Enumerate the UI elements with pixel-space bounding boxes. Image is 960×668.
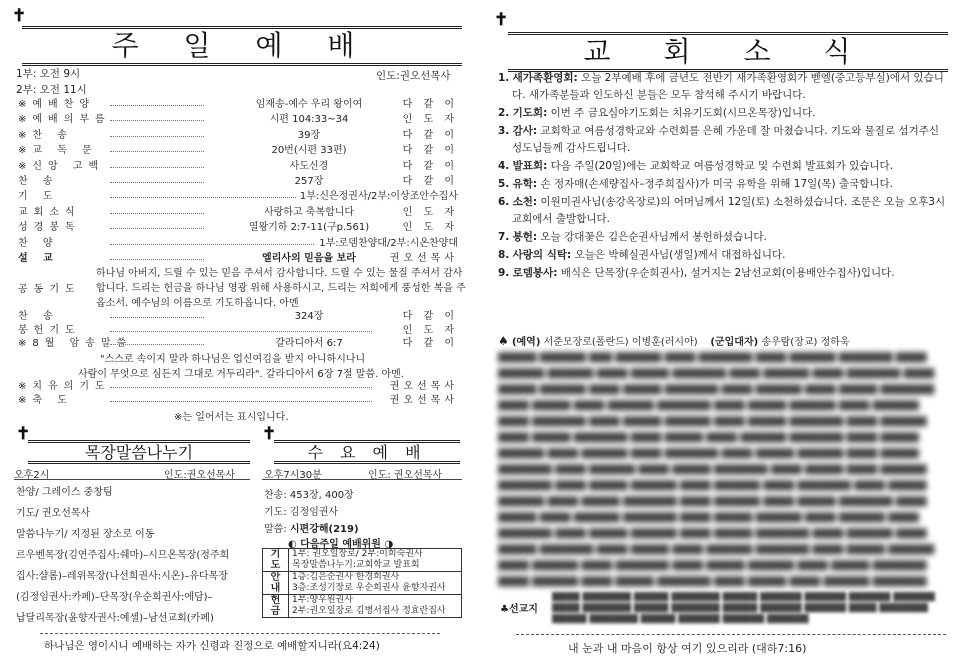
- duty-row: [263, 572, 462, 595]
- news-heading: 기도회:: [512, 107, 548, 119]
- next-duty-title: ◐ 다음주일 예배위원 ◑: [288, 539, 394, 550]
- order-label: ※치유의기도: [18, 381, 111, 392]
- order-leader: 1부:로뎀찬양대/2부:시온찬양대: [315, 237, 458, 251]
- wednesday-title: 수 요 예 배: [274, 440, 460, 464]
- news-list: [498, 70, 948, 283]
- memory-verse-line-1: "스스로 속이지 말라 하나님은 업신여김을 받지 아니하시나니: [100, 354, 366, 365]
- news-text: 오늘 2부예배 후에 금년도 전반기 새가족환영회가 벧엘(중고등부실)에서 있습니다. 새가족분들과 인도하신 분들은 모두 참석해 주시기 바랍니다.: [512, 72, 944, 101]
- order-label: 기 도: [18, 191, 59, 203]
- order-label: ※8월 암송말씀: [18, 338, 133, 349]
- news-item: [498, 123, 948, 157]
- news-text: 손 정자매(손세량집사–정주희집사)가 미국 유학을 위해 17일(목) 출국합니다.: [540, 178, 893, 190]
- sharing-lines: [16, 482, 229, 629]
- enlisted-names: 송우람(장교) 정하욱: [761, 337, 850, 348]
- dotted-leader: [110, 320, 372, 332]
- sharing-line: (김정임권사:카페)–단목장(우순희권사:에담)–: [16, 592, 213, 603]
- news-number: 3.: [498, 125, 510, 137]
- wednesday-hymn: 찬송: 453장, 400장: [264, 490, 354, 501]
- cross-icon: ✝: [16, 424, 28, 444]
- order-label: ※찬 송: [18, 129, 73, 141]
- left-footer-verse: 하나님은 영이시니 예배하는 자가 신령과 진정으로 예배할지니라(요4:24): [44, 640, 380, 652]
- order-label: ※축 도: [18, 394, 73, 406]
- order-label: ※예배의부름: [18, 114, 111, 126]
- news-number: 7.: [498, 231, 510, 243]
- wednesday-prayer: 기도: 김정임권사: [264, 507, 339, 518]
- order-label: ※교 독 문: [18, 145, 98, 157]
- news-item: [498, 247, 948, 264]
- order-leader: 다 같 이: [399, 129, 458, 143]
- order-label: ※신앙 고백: [18, 160, 105, 172]
- order-leader: 다 같 이: [399, 160, 458, 174]
- order-label: 찬 송: [18, 176, 59, 187]
- order-label: 공동기도: [18, 284, 81, 295]
- military-label: (예역): [511, 337, 541, 348]
- news-text: 교회학교 여름성경학교와 수련회를 은혜 가운데 잘 마쳤습니다. 기도와 물질로 섬겨주신 성도님들께 감사드립니다.: [512, 125, 940, 154]
- news-heading: 감사:: [512, 125, 538, 137]
- order-row: [14, 394, 462, 408]
- sharing-title: 목장말씀나누기: [28, 440, 250, 464]
- sharing-presider: 인도:권오선목사: [164, 470, 235, 481]
- order-leader: 다 같 이: [399, 98, 458, 112]
- blurred-content: ▇▇▇▇▇ ▇▇▇▇▇▇ ▇▇▇ ▇▇▇▇▇▇ ▇▇▇▇ ▇▇▇▇▇▇▇ ▇▇▇▇ ▇▇▇▇▇▇ ▇▇▇▇▇▇▇ ▇▇▇▇ ▇▇▇▇▇▇ ▇▇▇▇▇▇ ▇▇▇▇ ▇▇▇▇▇ ▇▇▇▇▇▇▇ ▇▇▇▇ ▇▇▇▇▇▇ ▇▇▇▇ ▇▇▇▇▇▇▇ ▇▇▇▇ ▇▇▇▇▇ ▇▇▇▇▇▇ ▇▇▇▇ ▇▇▇▇▇ ▇▇▇▇▇▇▇ ▇▇▇▇ ▇▇▇▇▇▇ ▇▇▇▇ ▇▇▇▇▇ ▇▇▇▇▇▇▇ ▇▇▇▇ ▇▇▇▇▇ ▇▇▇▇ ▇▇▇▇▇▇ ▇▇▇▇▇▇▇ ▇▇▇▇ ▇▇▇▇▇ ▇▇▇▇▇▇ ▇▇▇▇ ▇▇▇▇▇▇ ▇▇▇▇ ▇▇▇▇▇▇▇ ▇▇▇▇ ▇▇▇▇▇ ▇▇▇▇▇▇ ▇▇▇▇ ▇▇▇▇▇ ▇▇▇▇▇▇▇ ▇▇▇▇ ▇▇▇▇▇▇ ▇▇▇▇ ▇▇▇▇▇ ▇▇▇▇▇▇▇ ▇▇▇▇ ▇▇▇▇▇ ▇▇▇▇ ▇▇▇▇▇▇ ▇▇▇▇▇▇▇ ▇▇▇▇ ▇▇▇▇▇ ▇▇▇▇▇▇ ▇▇▇▇ ▇▇▇▇▇▇ ▇▇▇▇ ▇▇▇▇▇▇▇ ▇▇▇▇ ▇▇▇▇▇ ▇▇▇▇▇▇ ▇▇▇▇ ▇▇▇▇▇ ▇▇▇▇▇▇▇ ▇▇▇▇ ▇▇▇▇▇▇ ▇▇▇▇ ▇▇▇▇▇ ▇▇▇▇▇▇▇ ▇▇▇▇ ▇▇▇▇▇ ▇▇▇▇ ▇▇▇▇▇▇ ▇▇▇▇▇▇▇ ▇▇▇▇ ▇▇▇▇▇ ▇▇▇▇▇▇ ▇▇▇▇ ▇▇▇▇▇▇ ▇▇▇▇ ▇▇▇▇▇▇▇ ▇▇▇▇ ▇▇▇▇▇ ▇▇▇▇▇▇ ▇▇▇▇ ▇▇▇▇▇ ▇▇▇▇▇▇▇ ▇▇▇▇ ▇▇▇▇▇▇ ▇▇▇▇ ▇▇▇▇▇ ▇▇▇▇▇▇▇ ▇▇▇▇ ▇▇▇▇▇ ▇▇▇▇ ▇▇▇▇▇▇ ▇▇▇▇▇▇▇ ▇▇▇▇ ▇▇▇▇▇ ▇▇▇▇▇▇ ▇▇▇▇ ▇▇▇▇▇▇ ▇▇▇▇ ▇▇▇▇▇▇▇ ▇▇▇▇ ▇▇▇▇▇ ▇▇▇▇▇▇ ▇▇▇▇ ▇▇▇▇▇ ▇▇▇▇▇▇▇ ▇▇▇▇ ▇▇▇▇▇▇ ▇▇▇▇ ▇▇▇▇▇ ▇▇▇▇▇▇▇ ▇▇▇▇ ▇▇▇▇▇ ▇▇▇▇ ▇▇▇▇▇▇ ▇▇▇▇▇▇▇ ▇▇▇▇ ▇▇▇▇▇ ▇▇▇▇▇▇ ▇▇▇▇ ▇▇▇▇▇▇ ▇▇▇▇ ▇▇▇▇▇▇▇ ▇▇▇▇ ▇▇▇▇▇ ▇▇▇▇▇▇ ▇▇▇▇ ▇▇▇▇▇ ▇▇▇▇▇▇▇ ▇▇▇▇ ▇▇▇▇▇▇ ▇▇▇▇ ▇▇▇▇▇ ▇▇▇▇▇▇▇ ▇▇▇▇ ▇▇▇▇▇ ▇▇▇▇ ▇▇▇▇▇▇ ▇▇▇▇▇▇▇: [498, 352, 935, 587]
- order-label: 찬 양: [18, 237, 59, 249]
- order-leader: 인 도 자: [399, 206, 458, 220]
- news-heading: 소천:: [512, 196, 538, 208]
- sharing-line: 집사:샬롬)–레위목장(나선희권사:시온)–유다목장: [16, 571, 228, 582]
- order-row: [14, 337, 462, 351]
- order-leader: 다 같 이: [399, 144, 458, 158]
- order-content: 257장: [204, 175, 414, 189]
- order-label: 성경봉독: [18, 222, 81, 234]
- news-text: 다음 주일(20일)에는 교회학교 여름성경학교 및 수련회 발표회가 있습니다.: [550, 160, 894, 172]
- enlisted-label: (군입대자): [710, 337, 759, 348]
- news-item: [498, 229, 948, 246]
- duty-names: 1부: 권오일장로/ 2부:이희숙권사 목장말씀나누기:교회학교 발표회: [289, 549, 462, 572]
- duty-names: 1층:김은순권사 한경희권사 3층:조성기장로 우순희권사 윤향자권사: [289, 572, 462, 595]
- sharing-line: 기도/ 권오선목사: [16, 508, 91, 519]
- order-leader: 다 같 이: [399, 337, 458, 351]
- order-content: 엘리사의 믿음을 보라: [204, 252, 414, 266]
- order-leader: 인 도 자: [399, 324, 458, 338]
- news-text: 이번 주 금요심야기도회는 치유기도회(시므온목장)입니다.: [550, 107, 816, 119]
- memory-verse-line-2: 사람이 무엇으로 심든지 그대로 거두리라". 갈라디아서 6장 7절 말씀. 아멘.: [78, 369, 404, 380]
- order-leader: 권오선목사: [386, 394, 458, 408]
- dotted-leader: [110, 376, 372, 388]
- cross-icon: ✝: [494, 10, 506, 30]
- missionary-blurred: ▇▇▇▇ ▇▇▇▇▇▇▇ ▇▇▇▇▇ ▇▇▇▇▇▇▇ ▇▇▇▇▇ ▇▇▇▇▇▇ ▇▇▇▇▇▇ ▇▇▇▇▇▇ ▇▇▇▇▇▇ ▇▇▇▇ ▇▇▇▇▇▇▇ ▇▇▇▇▇ ▇▇▇▇▇▇▇ ▇▇▇▇▇ ▇▇▇▇▇▇ ▇▇▇▇▇▇ ▇▇▇▇ ▇▇▇▇▇▇▇ ▇▇▇▇▇ ▇▇▇▇▇▇▇ ▇▇▇▇▇ ▇▇▇▇▇▇ ▇▇▇▇▇▇ ▇▇▇▇▇▇: [552, 592, 935, 624]
- wednesday-word: [264, 520, 359, 535]
- order-row: [14, 252, 462, 266]
- news-item: [498, 70, 948, 104]
- order-content: 갈라디아서 6:7: [204, 337, 414, 351]
- wednesday-presider: 인도: 권오선목사: [368, 470, 443, 481]
- news-item: [498, 105, 948, 122]
- right-footer-verse: 내 눈과 내 마음이 항상 여기 있으리라 (대하7:16): [568, 642, 807, 655]
- sharing-line: 르우벤목장(김연주집사:쉐마)–시므온목장(정주희: [16, 550, 230, 561]
- news-heading: 봉헌:: [512, 231, 538, 243]
- order-content: 열왕기하 2:7-11(구p.561): [204, 221, 414, 235]
- news-heading: 유학:: [512, 178, 538, 190]
- news-number: 5.: [498, 178, 510, 190]
- news-text: 오늘은 박혜실권사님(생일)께서 대접하십니다.: [574, 249, 786, 261]
- order-content: 39장: [204, 129, 414, 143]
- wednesday-time: 오후7시30분: [264, 470, 322, 481]
- news-number: 8.: [498, 249, 510, 261]
- order-content: 임재송-예수 우리 왕이여: [204, 98, 414, 112]
- news-number: 4.: [498, 160, 510, 172]
- news-text: 이원미권사님(송강옥장로)의 어머님께서 12일(토) 소천하셨습니다. 조문은 오늘 오후3시 교회에서 출발합니다.: [512, 196, 946, 225]
- order-content: 20번(시편 33편): [204, 144, 414, 158]
- news-item: [498, 265, 948, 282]
- missionary-label: ♣선교지: [500, 604, 538, 615]
- news-number: 9.: [498, 267, 510, 279]
- order-leader: 인 도 자: [399, 221, 458, 235]
- standing-note: ※는 일어서는 표시입니다.: [174, 412, 289, 423]
- order-label: 교회소식: [18, 206, 81, 218]
- news-text: 오늘 강대꽃은 김은순권사님께서 봉헌하셨습니다.: [540, 231, 767, 243]
- page-title: 주 일 예 배: [22, 26, 462, 66]
- dotted-leader: [110, 390, 372, 402]
- news-heading: 로뎀봉사:: [512, 267, 558, 279]
- common-prayer-text: 하나님 아버지, 드릴 수 있는 믿음 주셔서 감사합니다. 드릴 수 있는 물질 주셔서 감사합니다. 드리는 헌금을 하나님 영광 위해 사용하시고, 드리는 저희에게 풍성한 복을 주옵소서. 예수님의 이름으로 기도하옵니다. 아멘: [96, 268, 466, 309]
- news-heading: 발표회:: [512, 160, 548, 172]
- news-number: 6.: [498, 196, 510, 208]
- military-line: [498, 333, 850, 348]
- order-content: 324장: [204, 310, 414, 324]
- order-label: 설 교: [18, 253, 59, 264]
- sharing-line: 납달리목장(윤향자권사:예셀)–남선교회(카페): [16, 613, 214, 624]
- order-label: 봉헌기도: [18, 324, 81, 336]
- order-leader: 1부:신은정권사/2부:이상조안수집사: [296, 190, 458, 204]
- news-item: [498, 176, 948, 193]
- news-item: [498, 194, 948, 228]
- wednesday-word-value: 시편강해(219): [289, 524, 359, 535]
- news-number: 2.: [498, 107, 510, 119]
- order-label: 찬 송: [18, 311, 59, 322]
- news-text: 배식은 단목장(우순희권사), 설거지는 2남선교회(이용배안수집사)입니다.: [560, 267, 895, 279]
- duty-row: [263, 595, 462, 618]
- news-title: 교 회 소 식: [508, 32, 948, 72]
- cross-icon: ✝: [262, 424, 274, 444]
- order-content: 사도신경: [204, 160, 414, 174]
- duty-role: 안내: [263, 572, 289, 595]
- sharing-line: 말씀나누기/ 지정된 장소로 이동: [16, 529, 155, 540]
- cross-icon: ✝: [12, 6, 24, 26]
- news-heading: 사랑의 식탁:: [512, 249, 572, 261]
- news-number: 1.: [498, 72, 510, 84]
- military-names: 서준모장로(폴란드) 이병훈(러시아): [543, 337, 698, 348]
- news-heading: 새가족환영회:: [512, 72, 578, 84]
- duty-row: [263, 549, 462, 572]
- duty-role: 헌금: [263, 595, 289, 618]
- duty-names: 1부:양우원권사 2부:권오일장로 김병서집사 정효란집사: [289, 595, 462, 618]
- order-leader: 인 도 자: [399, 113, 458, 127]
- order-leader: 권오선목사: [386, 252, 458, 266]
- order-leader: 다 같 이: [399, 175, 458, 189]
- wednesday-word-label: 말씀:: [264, 524, 287, 535]
- duty-role: 기도: [263, 549, 289, 572]
- news-item: [498, 158, 948, 175]
- service-time-1: 1부: 오전 9시: [16, 68, 81, 80]
- order-content: 시편 104:33~34: [204, 113, 414, 127]
- order-content: 사랑하고 축복합니다: [204, 206, 414, 220]
- order-leader: 다 같 이: [399, 310, 458, 324]
- service-time-2: 2부: 오전 11시: [16, 84, 87, 96]
- duty-table: [262, 548, 462, 618]
- order-label: ※예배찬양: [18, 99, 96, 110]
- spade-icon: ♠: [498, 334, 509, 348]
- order-leader: 권오선목사: [386, 380, 458, 394]
- sharing-line: 찬양/ 그레이스 중창팀: [16, 487, 113, 498]
- presider: 인도:권오선목사: [376, 70, 451, 82]
- sharing-time: 오후2시: [14, 470, 50, 481]
